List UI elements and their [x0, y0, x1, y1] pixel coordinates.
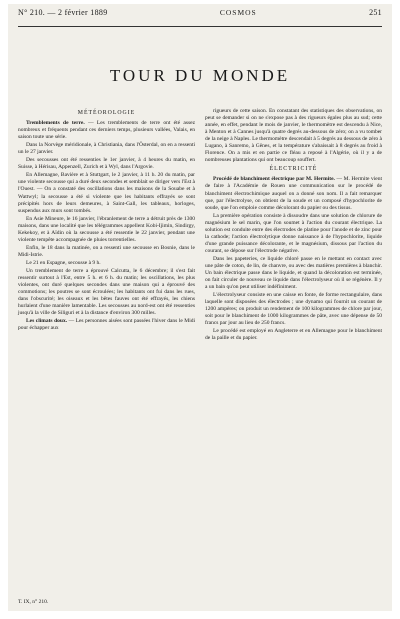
- paragraph: Des secousses ont été ressenties le 1er janvier, à 4 heures du matin, en Suisse, à Hérisau, Appenzell, Zurich et à Wyl, dans l'Argovie.: [18, 157, 195, 171]
- section-title: TOUR DU MONDE: [109, 66, 291, 85]
- paragraph: Dans les papeteries, ce liquide chloré passe en le mettant en contact avec une pâte de coton, de lin, de chanvre, ou avec des matières premières à blanchir. Un bain électrique passe dans le liquide, et quand la décoloration est terminée, on fait circuler de nouveau ce liquide dans l'électrolyseur où il se régénère. Il y a un bain qu'on peut utiliser indéfiniment.: [205, 255, 382, 291]
- article-heading-blanchiment: Procédé de blanchiment électrique par M. Hermite.: [213, 176, 335, 183]
- paragraph: L'électrolyseur consiste en une caisse en fonte, de forme rectangulaire, dans laquelle sont disposées des électrodes ; une dynamo qui fournit un courant de 1200 ampères; on produit un rendement de 100 kilogrammes de chlore par jour, soit pour le blanchiment de 1000 kilogrammes de pâte, avec une dépense de 50 francs par jour au lieu de 250 francs.: [205, 292, 382, 327]
- issue-info: N° 210. — 2 février 1889: [18, 8, 108, 17]
- left-column: [18, 108, 195, 344]
- section-heading-meteorologie: MÉTÉOROLOGIE: [77, 110, 136, 116]
- journal-name: COSMOS: [219, 8, 257, 17]
- paragraph-text: — Les personnes aisées sont passées l'hiver dans le Midi pour échapper aux: [18, 318, 195, 332]
- page-number: 251: [369, 8, 382, 17]
- paragraph: [18, 120, 195, 141]
- article-heading-climats: Les climats doux.: [26, 318, 68, 325]
- paragraph: [205, 176, 382, 211]
- article-columns: [18, 108, 382, 344]
- paragraph: Un tremblement de terre a éprouvé Calcutta, le 6 décembre; il s'est fait ressentir surtout à l'Est, entre 5 h. et 6 h. du matin; les oscillations, les plus violentes, ont duré quelques secondes dans une maison qui a éprouvé des commotions; les poutres se sont écroulées; les habitants ont fui dans les rues, dans l'obscurité; les oiseaux et les bêtes fauves ont été effrayés, les chiens hurlaient d'une manière lamentable. Les secousses au nord-est ont été ressenties jusqu'à la ville de Siliguri et à la distance d'environ 300 milles.: [18, 267, 195, 317]
- newspaper-page: [8, 4, 392, 611]
- paragraph: Dans la Norvège méridionale, à Christiania, dans l'Österdal, on en a ressenti un le 27 janvier.: [18, 142, 195, 156]
- article-heading-tremblements: Tremblements de terre.: [26, 120, 85, 127]
- paragraph: En Asie Mineure, le 16 janvier, l'ébranlement de terre a détruit près de 1300 maisons, dans une localité que les télégrammes appellent Kobi-Ijimin, Sindirgy, Kekekoy, et à Aïdin où la secousse a été ressentie le 22 janvier, pendant une violente tempête accompagnée de pluies torrentielles.: [18, 215, 195, 243]
- page-footer: T. IX, n° 210.: [18, 599, 49, 605]
- paragraph: Le 21 en Espagne, secousse à 9 h.: [26, 259, 101, 266]
- right-column: [205, 108, 382, 344]
- paragraph: En Allemagne, Bavière et à Stuttgart, le 2 janvier, à 11 h. 20 du matin, par une violente secousse qui a duré deux secondes et semblait se diriger vers l'Est à l'Ouest. — On a constaté des oscillations dans les maisons de la Souabe et à Wattwyl; la secousse a été si violente que les habitants effrayés se sont précipités hors de leurs demeures, à Saint-Gall, les tableaux, horloges, suspendus aux murs sont tombés.: [18, 172, 195, 214]
- paragraph: Enfin, le 18 dans la matinée, on a ressenti une secousse en Bosnie, dans le Midi-Istrie.: [18, 244, 195, 258]
- section-heading-electricite: ÉLECTRICITÉ: [269, 166, 318, 173]
- page-header: [18, 4, 382, 24]
- paragraph: [18, 318, 195, 332]
- header-rule: [18, 26, 382, 27]
- paragraph: rigueurs de cette saison. En constatant des statistiques des observations, on peut se demander si on ne s'expose pas à des rigueurs égales plus au sud; cette année, en effet, pendant le mois de janvier, le thermomètre est descendu à Nice, à Menton et à Cannes jusqu'à quatre degrés au-dessous de zéro; on a vu tomber de la neige à Naples. Le thermomètre descendait à 5 degrés au dessous de zéro à Lugano, à Sanremo, à Gênes, et la température s'abaissait à 8 degrés au froid à Florence. On a mis et en partie ce fléau a reposé à l'Algérie, où il y a de nombreuses plantations qui ont beaucoup souffert.: [205, 108, 382, 164]
- paragraph: Le procédé est employé en Angleterre et en Allemagne pour le blanchiment de la paille et du papier.: [205, 328, 382, 342]
- paragraph: La première opération consiste à dissoudre dans une solution de chlorure de magnésium le sel marin, que l'on soumet à l'action du courant électrique. La solution est conduite entre des électrodes de platine pour l'anode et de zinc pour la cathode; l'action électrolytique donne naissance à de l'hypochlorite, liquide d'une grande puissance décolorante, et le magnésium, dissous par l'action du courant, se dépose sur l'électrode négative.: [205, 212, 382, 254]
- paragraph-text: — Les tremblements de terre ont été assez nombreux et fréquents pendant ces derniers temps, plusieurs vallées, Valais, en saison toute une série.: [18, 120, 196, 141]
- paragraph-text: — M. Hermite vient de faire à l'Académie de Rouen une communication sur le procédé de blanchiment électrochimique auquel on a donné son nom. Il a fait remarquer que, par l'électrolyse, on obtient de la soude et un composé d'hypochlorite de soude, que l'on emploie comme décolorant du papier ou des tissus.: [205, 176, 382, 211]
